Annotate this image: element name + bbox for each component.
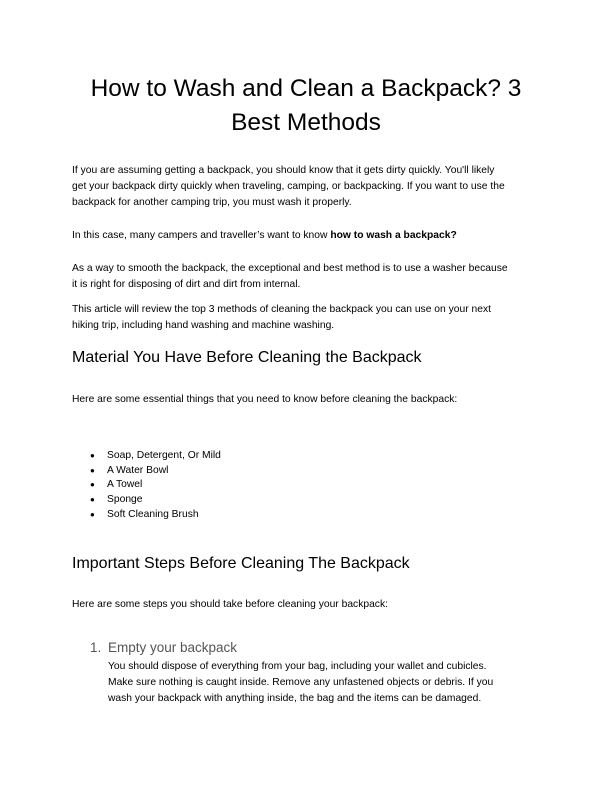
title-line: How to Wash and Clean a Backpack? 3 — [90, 75, 522, 102]
bullet-icon: ● — [90, 451, 95, 460]
list-item-text: A Towel — [107, 479, 143, 491]
text-line: backpack for another camping trip, you must wash it properly. — [72, 197, 352, 208]
list-item — [90, 449, 221, 464]
title-line: Best Methods — [231, 109, 381, 136]
text: In this case, many campers and traveller’s want to know — [72, 230, 331, 241]
text-line: If you are assuming getting a backpack, you should know that it gets dirty quickly. You'll likely — [72, 165, 495, 176]
text-line: it is right for disposing of dirt and dirt from internal. — [72, 279, 301, 290]
bold-text: how to wash a backpack? — [330, 230, 457, 241]
list-item-text: Soft Cleaning Brush — [107, 508, 199, 520]
list-item-text: A Water Bowl — [107, 464, 169, 476]
text-line: Make sure nothing is caught inside. Remove any unfastened objects or debris. If you — [108, 677, 494, 688]
intro-paragraph-1 — [72, 163, 552, 211]
bullet-icon: ● — [90, 480, 95, 490]
bullet-icon: ● — [90, 465, 95, 475]
list-item — [90, 478, 221, 493]
list-item-text: Soap, Detergent, Or Mild — [107, 450, 221, 461]
text-line: You should dispose of everything from your bag, including your wallet and cubicles. — [108, 661, 487, 672]
section-heading: Material You Have Before Cleaning the Backpack — [72, 349, 422, 366]
intro-paragraph-4 — [72, 302, 552, 334]
section-heading: Important Steps Before Cleaning The Backpack — [72, 555, 410, 572]
step-number: 1. — [90, 640, 102, 655]
step-title: Empty your backpack — [108, 640, 238, 655]
text-line: get your backpack dirty quickly when traveling, camping, or backpacking. If you want to use the — [72, 181, 505, 192]
materials-list — [90, 449, 221, 523]
list-item-text: Sponge — [107, 494, 143, 506]
section-intro: Here are some steps you should take before cleaning your backpack: — [72, 599, 388, 610]
intro-paragraph-3 — [72, 261, 552, 293]
list-item — [90, 493, 221, 508]
text-line: hiking trip, including hand washing and machine washing. — [72, 320, 335, 331]
bullet-icon: ● — [90, 495, 95, 505]
page-title — [40, 72, 572, 140]
intro-paragraph-2 — [72, 228, 552, 244]
step-body — [108, 659, 493, 707]
bullet-icon: ● — [90, 509, 95, 519]
step-heading — [90, 639, 237, 657]
list-item — [90, 508, 221, 523]
list-item — [90, 464, 221, 479]
section-intro: Here are some essential things that you need to know before cleaning the backpack: — [72, 394, 458, 405]
text-line: This article will review the top 3 methods of cleaning the backpack you can use on your next — [72, 304, 491, 315]
text-line: wash your backpack with anything inside, the bag and the items can be damaged. — [108, 693, 482, 704]
text-line: As a way to smooth the backpack, the exceptional and best method is to use a washer because — [72, 263, 508, 274]
